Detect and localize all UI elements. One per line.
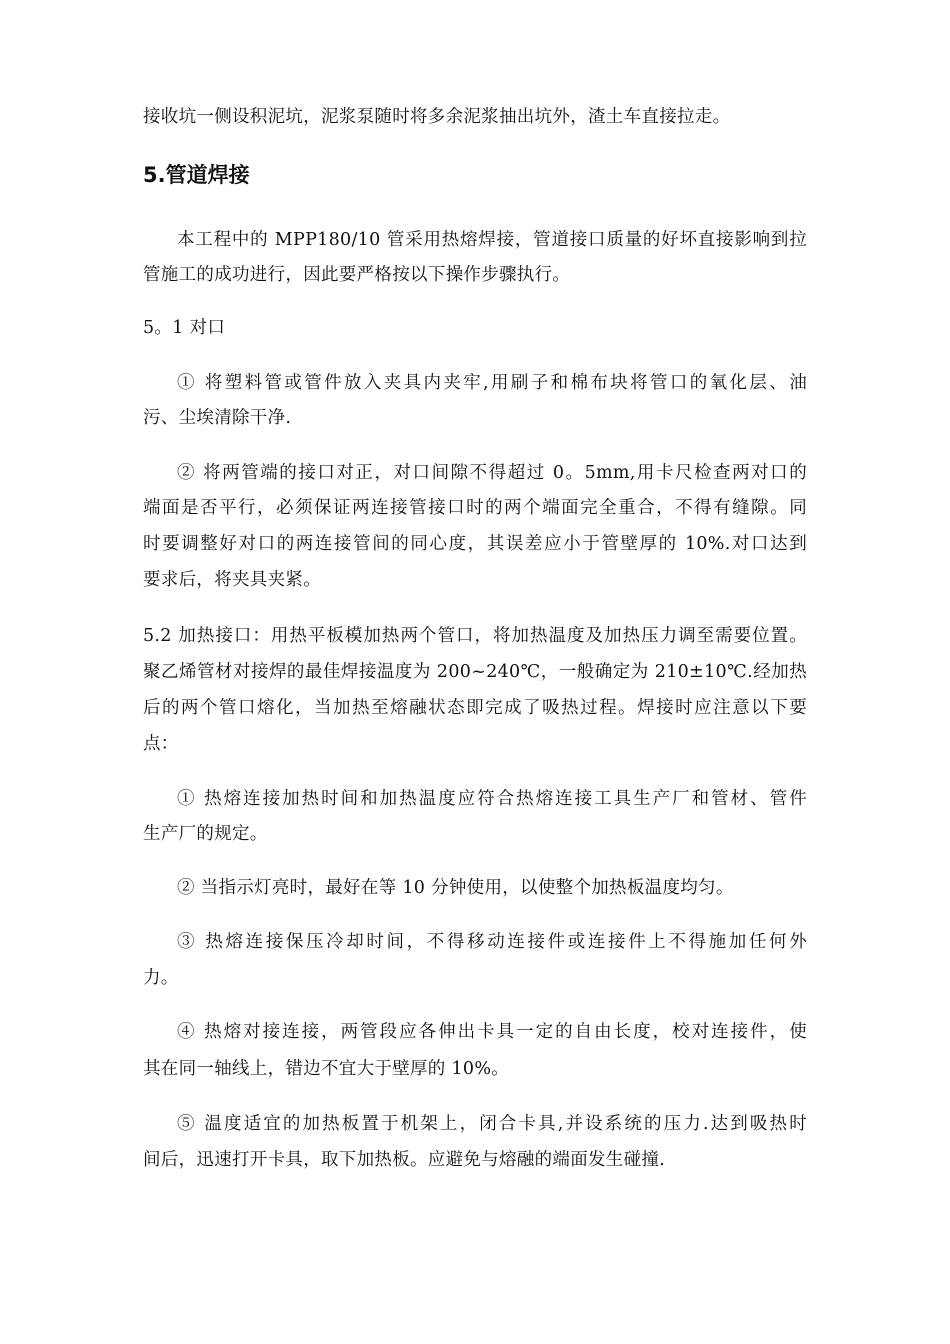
text-line: ① 热熔连接加热时间和加热温度应符合热熔连接工具生产厂和管材、管件 <box>177 789 807 809</box>
text-line: 其在同一轴线上，错边不宜大于壁厚的 10%。 <box>143 1059 510 1079</box>
subsection-heading-alignment: 5。1 对口 <box>143 318 226 338</box>
text-line: 生产厂的规定。 <box>143 824 268 844</box>
text-line: ② 将两管端的接口对正，对口间隙不得超过 0。5mm,用卡尺检查两对口的 <box>177 463 807 483</box>
text-line: 端面是否平行，必须保证两连接管接口时的两个端面完全重合，不得有缝隙。同 <box>143 498 807 518</box>
text-line: 本工程中的 MPP180/10 管采用热熔焊接，管道接口质量的好坏直接影响到拉 <box>177 230 807 250</box>
text-line: ④ 热熔对接连接，两管段应各伸出卡具一定的自由长度，校对连接件，使 <box>177 1022 807 1042</box>
text-line: ⑤ 温度适宜的加热板置于机架上，闭合卡具,并设系统的压力.达到吸热时 <box>177 1114 807 1134</box>
text-line: 污、尘埃清除干净. <box>143 408 292 428</box>
text-line: 点： <box>143 734 179 754</box>
text-line: 管施工的成功进行，因此要严格按以下操作步骤执行。 <box>143 265 571 285</box>
text-line: ③ 热熔连接保压冷却时间，不得移动连接件或连接件上不得施加任何外 <box>177 932 807 952</box>
section-heading: 5.管道焊接 <box>143 163 250 187</box>
text-line: ① 将塑料管或管件放入夹具内夹牢,用刷子和棉布块将管口的氧化层、油 <box>177 373 807 393</box>
text-line: 时要调整好对口的两连接管间的同心度，其误差应小于管壁厚的 10%.对口达到 <box>143 534 807 554</box>
text-line: 5.2 加热接口：用热平板模加热两个管口，将加热温度及加热压力调至需要位置。 <box>143 626 807 646</box>
intro-text: 接收坑一侧设积泥坑，泥浆泵随时将多余泥浆抽出坑外，渣土车直接拉走。 <box>143 107 731 127</box>
text-line: 聚乙烯管材对接焊的最佳焊接温度为 200~240℃，一般确定为 210±10℃.经加热 <box>143 662 807 682</box>
text-line: 间后，迅速打开卡具，取下加热板。应避免与熔融的端面发生碰撞. <box>143 1150 666 1170</box>
text-line: ② 当指示灯亮时，最好在等 10 分钟使用，以使整个加热板温度均匀。 <box>177 878 734 898</box>
text-line: 要求后，将夹具夹紧。 <box>143 570 321 590</box>
text-line: 力。 <box>143 968 179 988</box>
text-line: 后的两个管口熔化，当加热至熔融状态即完成了吸热过程。焊接时应注意以下要 <box>143 698 807 718</box>
